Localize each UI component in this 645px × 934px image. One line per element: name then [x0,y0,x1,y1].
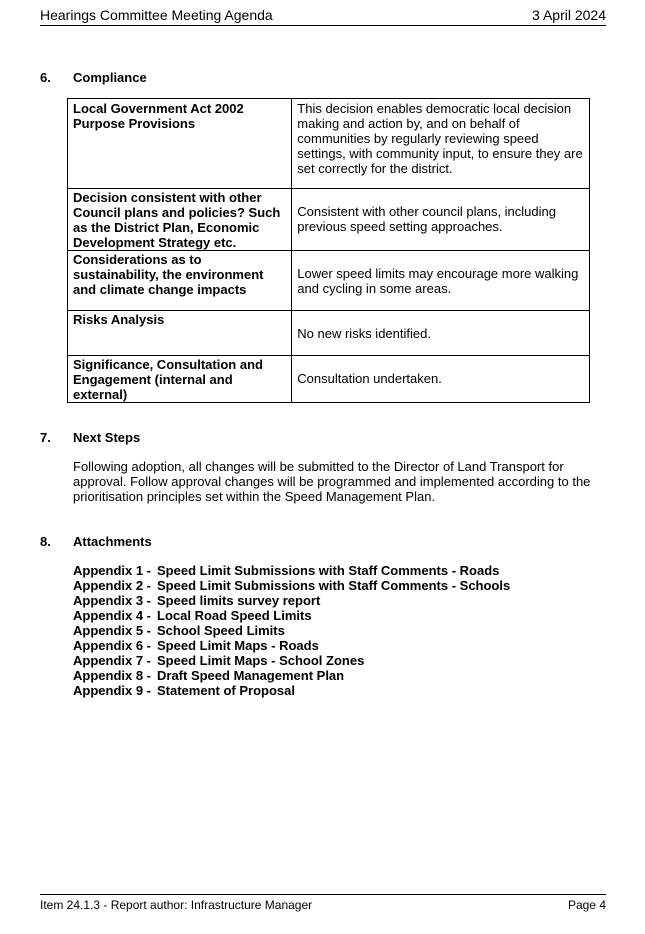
section-heading-attachments [40,534,152,549]
row-label: Decision consistent with other Council plans and policies? Such as the District Plan, Economic Development Strategy etc. [68,189,292,251]
footer-author: Item 24.1.3 - Report author: Infrastructure Manager [40,898,313,912]
table-row [68,189,590,251]
row-value: No new risks identified. [292,311,590,356]
appendix-item [73,563,510,578]
table-row [68,251,590,311]
section-number: 8. [40,534,51,549]
appendix-code: Appendix 1 - [73,563,152,578]
row-label: Risks Analysis [68,311,292,356]
appendix-item [73,608,510,623]
section-heading-compliance [40,70,147,85]
page-footer [40,894,606,912]
row-label: Considerations as to sustainability, the environment and climate change impacts [68,251,292,311]
appendix-code: Appendix 4 - [73,608,152,623]
row-value: This decision enables democratic local decision making and action by, and on behalf of communities by regularly reviewing speed settings, with community input, to ensure they are set correctly for the district. [292,99,590,189]
appendix-item [73,593,510,608]
appendix-title: Speed Limit Submissions with Staff Comments - Schools [157,578,511,593]
header-date: 3 April 2024 [532,7,606,23]
appendix-code: Appendix 9 - [73,683,152,698]
table-row [68,99,590,189]
appendix-item [73,653,510,668]
appendix-code: Appendix 8 - [73,668,152,683]
appendix-title: Draft Speed Management Plan [157,668,345,683]
appendix-title: Statement of Proposal [157,683,295,698]
table-row [68,356,590,403]
page-header [40,6,606,26]
appendix-title: School Speed Limits [157,623,285,638]
appendix-code: Appendix 2 - [73,578,152,593]
appendix-title: Speed Limit Submissions with Staff Comments - Roads [157,563,500,578]
appendix-code: Appendix 3 - [73,593,152,608]
row-value: Consultation undertaken. [292,356,590,403]
appendix-item [73,578,510,593]
header-title: Hearings Committee Meeting Agenda [40,7,273,23]
appendix-code: Appendix 5 - [73,623,152,638]
section-number: 6. [40,70,51,85]
appendix-item [73,683,510,698]
row-value: Consistent with other council plans, including previous speed setting approaches. [292,189,590,251]
appendix-item [73,668,510,683]
appendix-code: Appendix 6 - [73,638,152,653]
section-heading-next-steps [40,430,140,445]
section-title: Next Steps [73,430,141,445]
appendix-title: Speed limits survey report [157,593,321,608]
row-label: Significance, Consultation and Engagement (internal and external) [68,356,292,403]
compliance-table [67,98,590,403]
footer-page-number: Page 4 [567,898,606,912]
section-title: Attachments [73,534,152,549]
section-number: 7. [40,430,51,445]
appendix-item [73,638,510,653]
appendix-item [73,623,510,638]
appendix-title: Local Road Speed Limits [157,608,312,623]
table-row [68,311,590,356]
appendix-title: Speed Limit Maps - Roads [157,638,319,653]
section-title: Compliance [73,70,147,85]
row-label: Local Government Act 2002 Purpose Provisions [68,99,292,189]
next-steps-paragraph: Following adoption, all changes will be submitted to the Director of Land Transport for approval. Follow approval changes will be programmed and implemented according to the prioritisation principles set within the Speed Management Plan. [73,459,591,504]
appendix-code: Appendix 7 - [73,653,152,668]
appendix-list [73,563,510,698]
appendix-title: Speed Limit Maps - School Zones [157,653,365,668]
row-value: Lower speed limits may encourage more walking and cycling in some areas. [292,251,590,311]
